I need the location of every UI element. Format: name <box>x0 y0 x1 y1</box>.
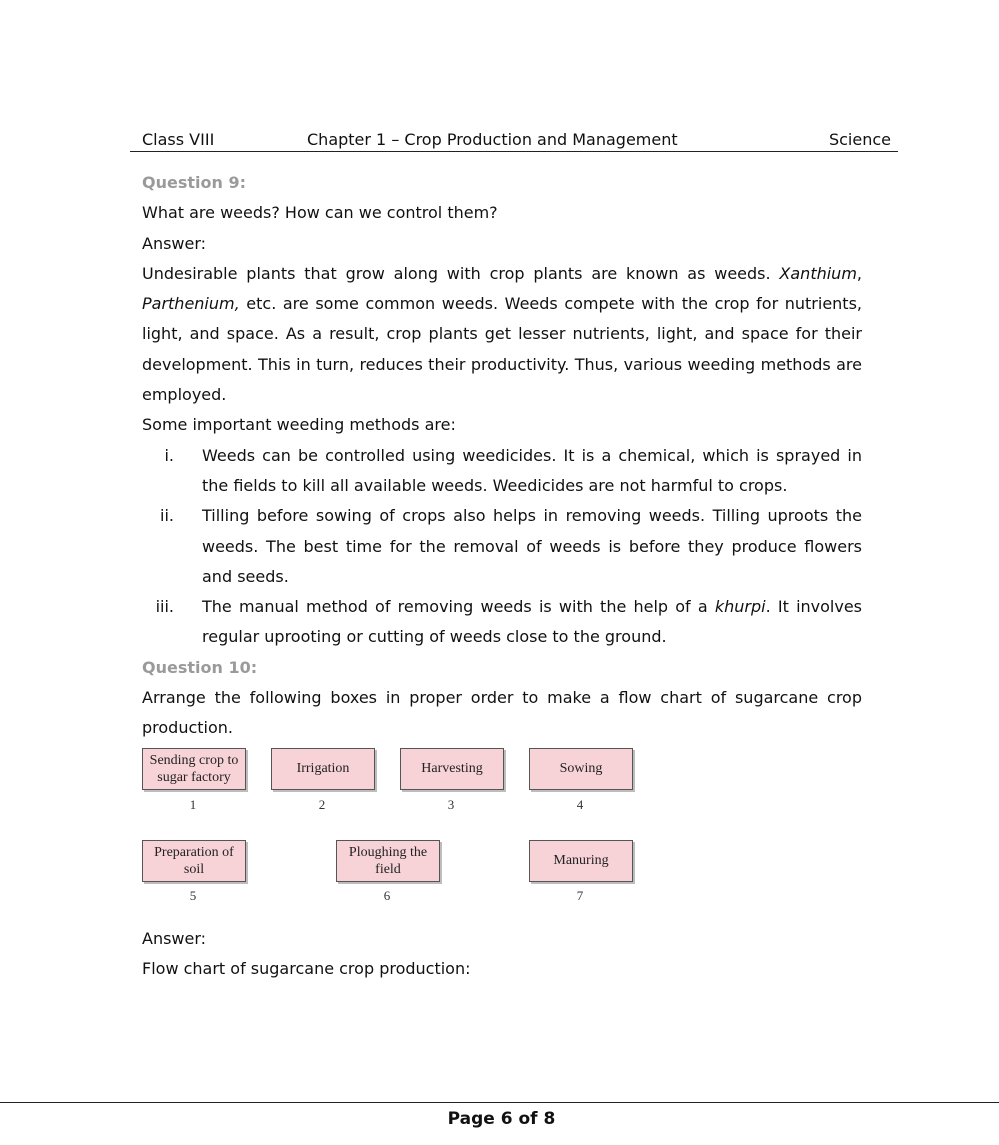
footer-divider <box>0 1102 999 1103</box>
list-text: Tilling before sowing of crops also helps in removing weeds. Tilling uproots the weeds. The best time for the removal of weeds is before they produce flowers and seeds. <box>202 506 862 586</box>
list-number: i. <box>164 445 174 465</box>
box-label: Manuring <box>553 853 609 869</box>
box-manuring <box>529 840 633 882</box>
box-sending-crop <box>142 748 246 790</box>
box-label <box>150 752 239 786</box>
page-number: Page 6 of 8 <box>447 1109 556 1129</box>
list-text: Weeds can be controlled using weedicides. It is a chemical, which is sprayed in the fields to kill all available weeds. Weedicides are not harmful to crops. <box>202 445 862 495</box>
khurpi-term: khurpi <box>714 597 766 617</box>
list-number: ii. <box>160 506 174 526</box>
flow-chart-intro: Flow chart of sugarcane crop production: <box>142 958 471 978</box>
parthenium-term: Parthenium, <box>142 294 240 314</box>
xanthium-term: Xanthium <box>779 263 857 283</box>
list-text-part: . It involves regular uprooting or cutting of weeds close to the ground. <box>202 597 863 647</box>
list-number: iii. <box>155 597 174 617</box>
subject-label: Science <box>828 130 891 149</box>
paragraph-text: Undesirable plants that grow along with crop plants are known as weeds. <box>142 263 780 283</box>
class-label: Class VIII <box>142 130 215 149</box>
weeding-methods-list <box>142 441 862 653</box>
box-number: 4 <box>576 796 584 812</box>
box-label-line: sugar factory <box>157 769 231 785</box>
list-text-part: The manual method of removing weeds is with the help of a <box>202 597 715 617</box>
box-number: 5 <box>189 887 197 903</box>
box-label-line: field <box>375 861 401 877</box>
box-label: Harvesting <box>421 761 483 777</box>
box-label: Irrigation <box>296 761 350 777</box>
box-label <box>349 844 427 878</box>
question-10-text: Arrange the following boxes in proper order to make a flow chart of sugarcane crop production. <box>142 688 862 738</box>
box-label-line: soil <box>183 861 205 877</box>
chapter-title: Chapter 1 – Crop Production and Management <box>307 130 678 149</box>
paragraph-text: etc. are some common weeds. Weeds compete with the crop for nutrients, light, and space. As a result, crop plants get lesser nutrients, light, and space for their development. This in turn, reduces their productivity. Thus, various weeding methods are employed. <box>142 294 862 405</box>
list-item <box>142 441 862 502</box>
box-sowing <box>529 748 633 790</box>
answer-label: Answer: <box>142 928 207 948</box>
page-content <box>142 168 862 984</box>
list-text <box>202 597 862 646</box>
list-item <box>142 501 862 592</box>
box-label-line: Sending crop to <box>149 752 239 768</box>
box-number: 2 <box>318 796 326 812</box>
box-number: 6 <box>383 887 391 903</box>
question-9-heading: Question 9: <box>142 173 246 192</box>
flow-boxes-figure <box>142 748 862 918</box>
question-10-heading: Question 10: <box>142 657 258 677</box>
box-label: Sowing <box>559 761 603 777</box>
box-number: 7 <box>576 887 584 903</box>
box-harvesting <box>400 748 504 790</box>
page-header <box>130 128 898 152</box>
box-irrigation <box>271 748 375 790</box>
paragraph-text: , <box>856 263 862 283</box>
box-label-line: Ploughing the <box>348 844 428 860</box>
methods-intro: Some important weeding methods are: <box>142 415 456 435</box>
box-preparation-of-soil <box>142 840 246 882</box>
answer-label: Answer: <box>142 233 207 253</box>
box-number: 3 <box>447 796 455 812</box>
question-9-text: What are weeds? How can we control them? <box>142 203 498 223</box>
weeds-paragraph <box>142 259 862 410</box>
box-label-line: Preparation of <box>154 844 234 860</box>
box-label <box>154 844 234 878</box>
box-ploughing-the-field <box>336 840 440 882</box>
box-number: 1 <box>189 796 197 812</box>
list-item <box>142 592 862 653</box>
